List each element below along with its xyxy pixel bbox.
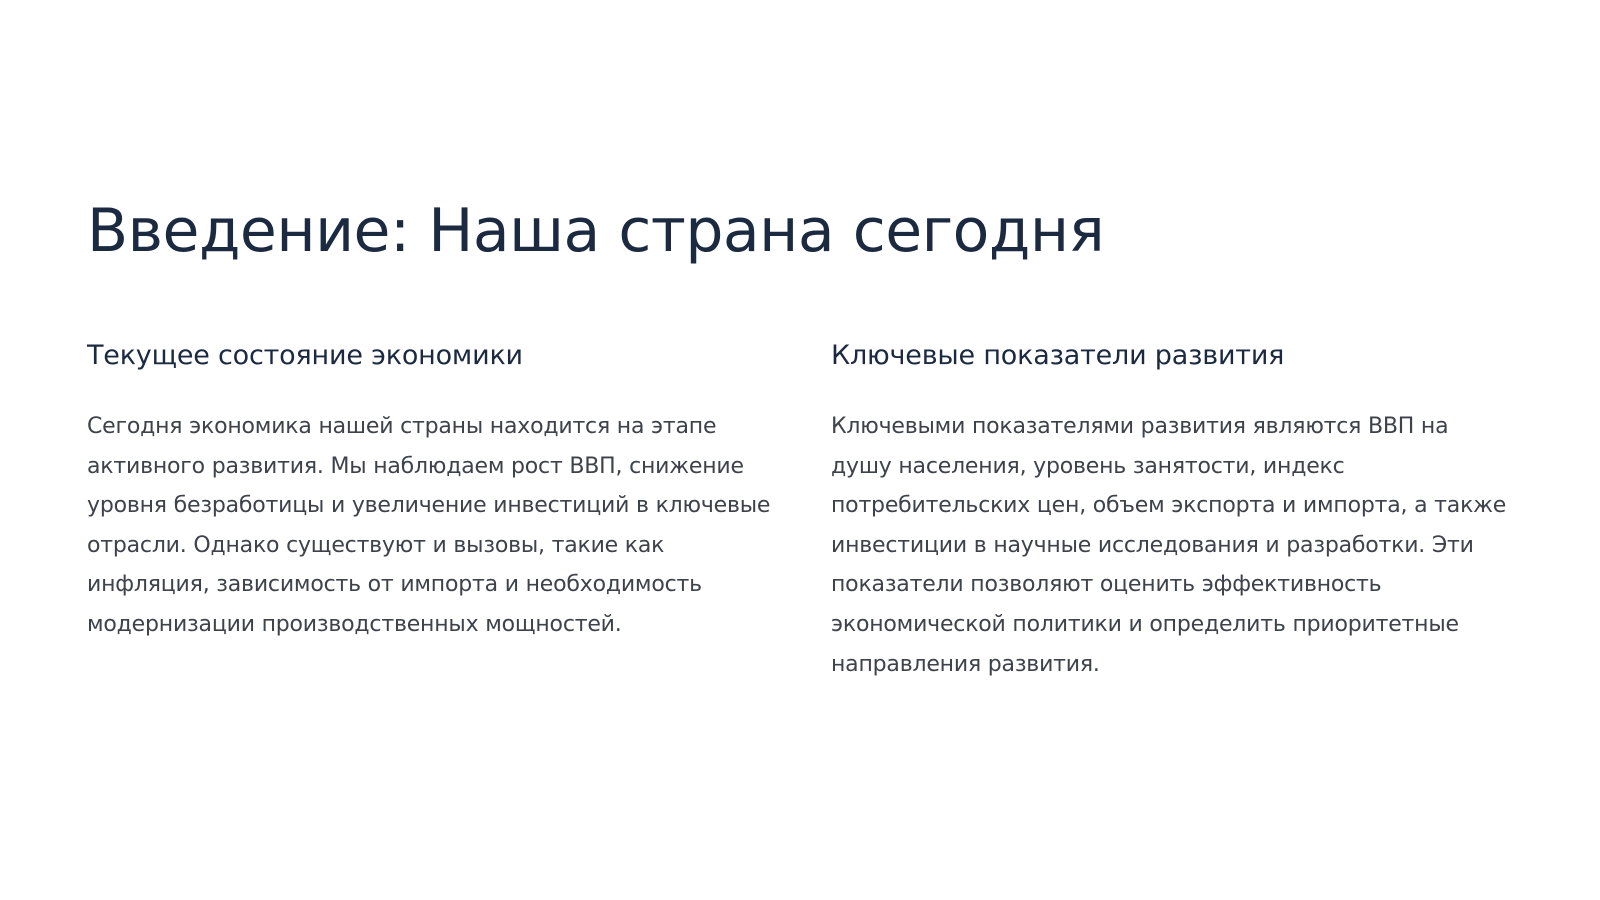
slide-title: Введение: Наша страна сегодня (87, 196, 1105, 266)
development-indicators-text: Ключевыми показателями развития являются ВВП на душу населения, уровень занятости, индекс потребительских цен, объем экспорта и импорта, а также инвестиции в научные исследования и разработки. Эти показатели позволяют оценить эффективность экономической политики и определить приоритетные направления развития. (831, 414, 1507, 677)
development-indicators-heading: Ключевые показатели развития (831, 340, 1285, 371)
development-indicators-section (831, 338, 1531, 684)
economy-status-heading: Текущее состояние экономики (87, 340, 523, 371)
economy-status-section (87, 338, 787, 645)
economy-status-text: Сегодня экономика нашей страны находится на этапе активного развития. Мы наблюдаем рост ВВП, снижение уровня безработицы и увеличение инвестиций в ключевые отрасли. Однако существуют и вызовы, такие как инфляция, зависимость от импорта и необходимость модернизации производственных мощностей. (87, 414, 771, 638)
